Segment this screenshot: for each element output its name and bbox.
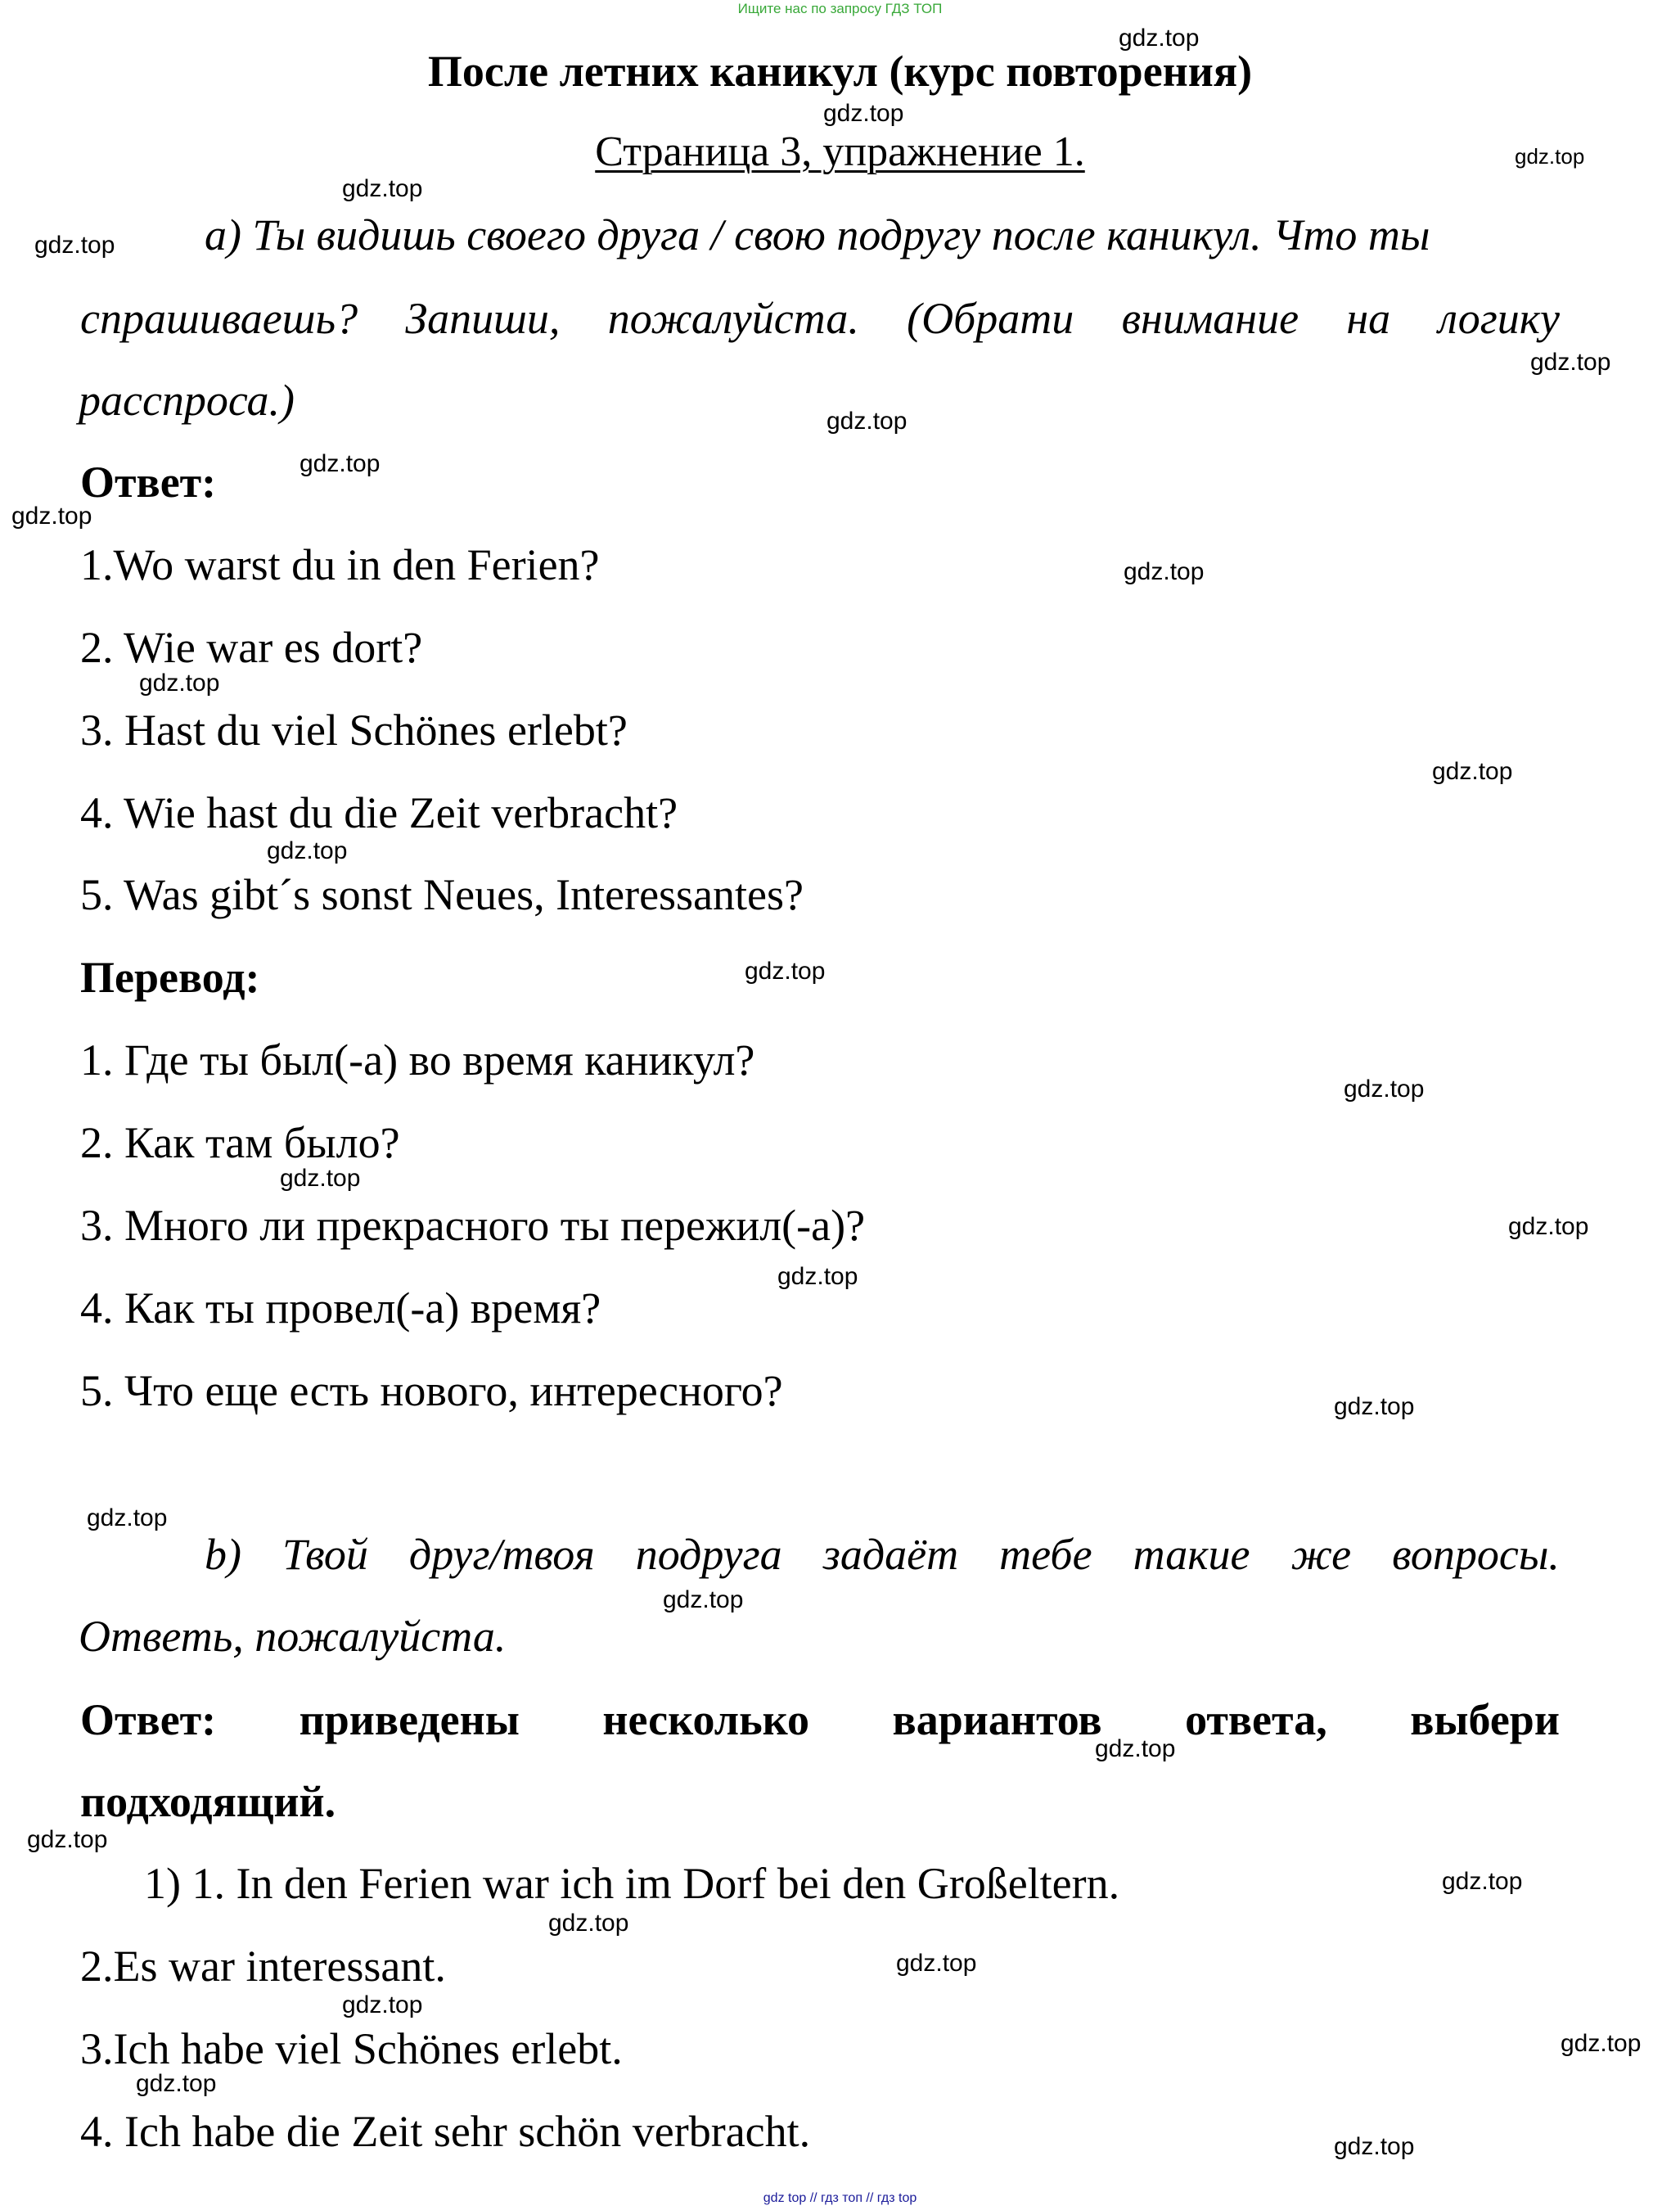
answer-b-word: приведены (299, 1695, 520, 1744)
question-item: 5. Was gibt´s sonst Neues, Interessantes? (80, 870, 804, 919)
answer-item: 2.Es war interessant. (80, 1942, 446, 1991)
watermark: gdz.top (1508, 1213, 1589, 1240)
page-subtitle (0, 131, 1680, 174)
watermark: gdz.top (548, 1910, 629, 1937)
task-b-word: друг/твоя (408, 1530, 595, 1579)
watermark: gdz.top (745, 958, 826, 985)
task-b-word: такие (1133, 1530, 1250, 1579)
question-item: 3. Hast du viel Schönes erlebt? (80, 706, 628, 755)
answer-b-word: ответа, (1185, 1695, 1327, 1744)
watermark: gdz.top (87, 1504, 168, 1531)
translation-heading: Перевод: (80, 953, 260, 1002)
watermark: gdz.top (826, 408, 908, 435)
watermark: gdz.top (27, 1826, 108, 1853)
task-b-word: подруга (635, 1530, 782, 1579)
watermark: gdz.top (139, 670, 220, 697)
watermark: gdz.top (1334, 2133, 1415, 2160)
watermark: gdz.top (11, 503, 92, 530)
answer-item: 1) 1. In den Ferien war ich im Dorf bei den Großeltern. (144, 1859, 1120, 1908)
watermark: gdz.top (1515, 144, 1585, 169)
task-a-word: пожалуйста. (607, 294, 859, 343)
task-a-word: на (1346, 294, 1391, 343)
watermark: gdz.top (1344, 1076, 1425, 1103)
answer-b-word: несколько (602, 1695, 810, 1744)
watermark: gdz.top (280, 1165, 361, 1192)
translation-item: 3. Много ли прекрасного ты пережил(-а)? (80, 1201, 866, 1250)
answer-item: 4. Ich habe die Zeit sehr schön verbracht. (80, 2107, 811, 2156)
task-a-word: Запиши, (405, 294, 561, 343)
task-b-word: вопросы. (1392, 1530, 1560, 1579)
watermark: gdz.top (300, 450, 381, 477)
task-a-word: (Обрати (907, 294, 1074, 343)
task-a-word: спрашиваешь? (80, 294, 358, 343)
watermark: gdz.top (1530, 349, 1611, 376)
watermark: gdz.top (663, 1586, 744, 1613)
task-b-line-2: Ответь, пожалуйста. (79, 1612, 507, 1661)
translation-item: 1. Где ты был(-а) во время каникул? (80, 1035, 755, 1085)
task-b-word: задаёт (822, 1530, 959, 1579)
watermark: gdz.top (1334, 1393, 1415, 1420)
answer-b-word: Ответ: (80, 1695, 217, 1744)
watermark: gdz.top (1561, 2030, 1642, 2057)
task-b-word: тебе (999, 1530, 1092, 1579)
answer-b-line-2: подходящий. (80, 1777, 336, 1826)
task-b-word: же (1290, 1530, 1352, 1579)
task-a-word: внимание (1121, 294, 1299, 343)
answer-heading: Ответ: (80, 458, 217, 507)
answer-b-word: выбери (1410, 1695, 1560, 1744)
task-b-line-1 (205, 1530, 1560, 1579)
watermark: gdz.top (267, 837, 348, 864)
watermark: gdz.top (1432, 758, 1513, 785)
watermark: gdz.top (34, 232, 115, 259)
task-a-line-1: а) Ты видишь своего друга / свою подругу после каникул. Что ты (205, 210, 1430, 259)
footer-watermark: gdz top // гдз топ // гдз top (763, 2191, 917, 2205)
question-item: 1.Wo warst du in den Ferien? (80, 540, 600, 589)
watermark: gdz.top (823, 100, 904, 127)
top-banner: Ищите нас по запросу ГДЗ ТОП (737, 1, 943, 16)
page-title: После летних каникул (курс повторения) (427, 47, 1253, 96)
translation-item: 5. Что еще есть нового, интересного? (80, 1366, 783, 1415)
watermark: gdz.top (136, 2070, 217, 2097)
watermark: gdz.top (1442, 1868, 1523, 1895)
watermark: gdz.top (896, 1950, 977, 1977)
task-b-word: b) (205, 1530, 241, 1579)
watermark: gdz.top (342, 1991, 423, 2018)
watermark: gdz.top (1119, 25, 1200, 52)
answer-b-word: вариантов (892, 1695, 1102, 1744)
watermark: gdz.top (777, 1263, 858, 1290)
subtitle-text: Страница 3, упражнение 1. (595, 129, 1085, 175)
task-a-word: логику (1438, 294, 1560, 343)
translation-item: 4. Как ты провел(-а) время? (80, 1283, 601, 1333)
task-a-line-2 (80, 296, 1560, 341)
answer-b-line-1 (80, 1695, 1560, 1744)
task-b-word: Твой (282, 1530, 368, 1579)
watermark: gdz.top (1124, 558, 1205, 585)
task-a-line-3: расспроса.) (79, 376, 295, 425)
watermark: gdz.top (342, 175, 423, 202)
question-item: 2. Wie war es dort? (80, 623, 423, 672)
watermark: gdz.top (1095, 1735, 1176, 1762)
question-item: 4. Wie hast du die Zeit verbracht? (80, 788, 678, 837)
translation-item: 2. Как там было? (80, 1118, 400, 1167)
answer-item: 3.Ich habe viel Schönes erlebt. (80, 2024, 623, 2073)
